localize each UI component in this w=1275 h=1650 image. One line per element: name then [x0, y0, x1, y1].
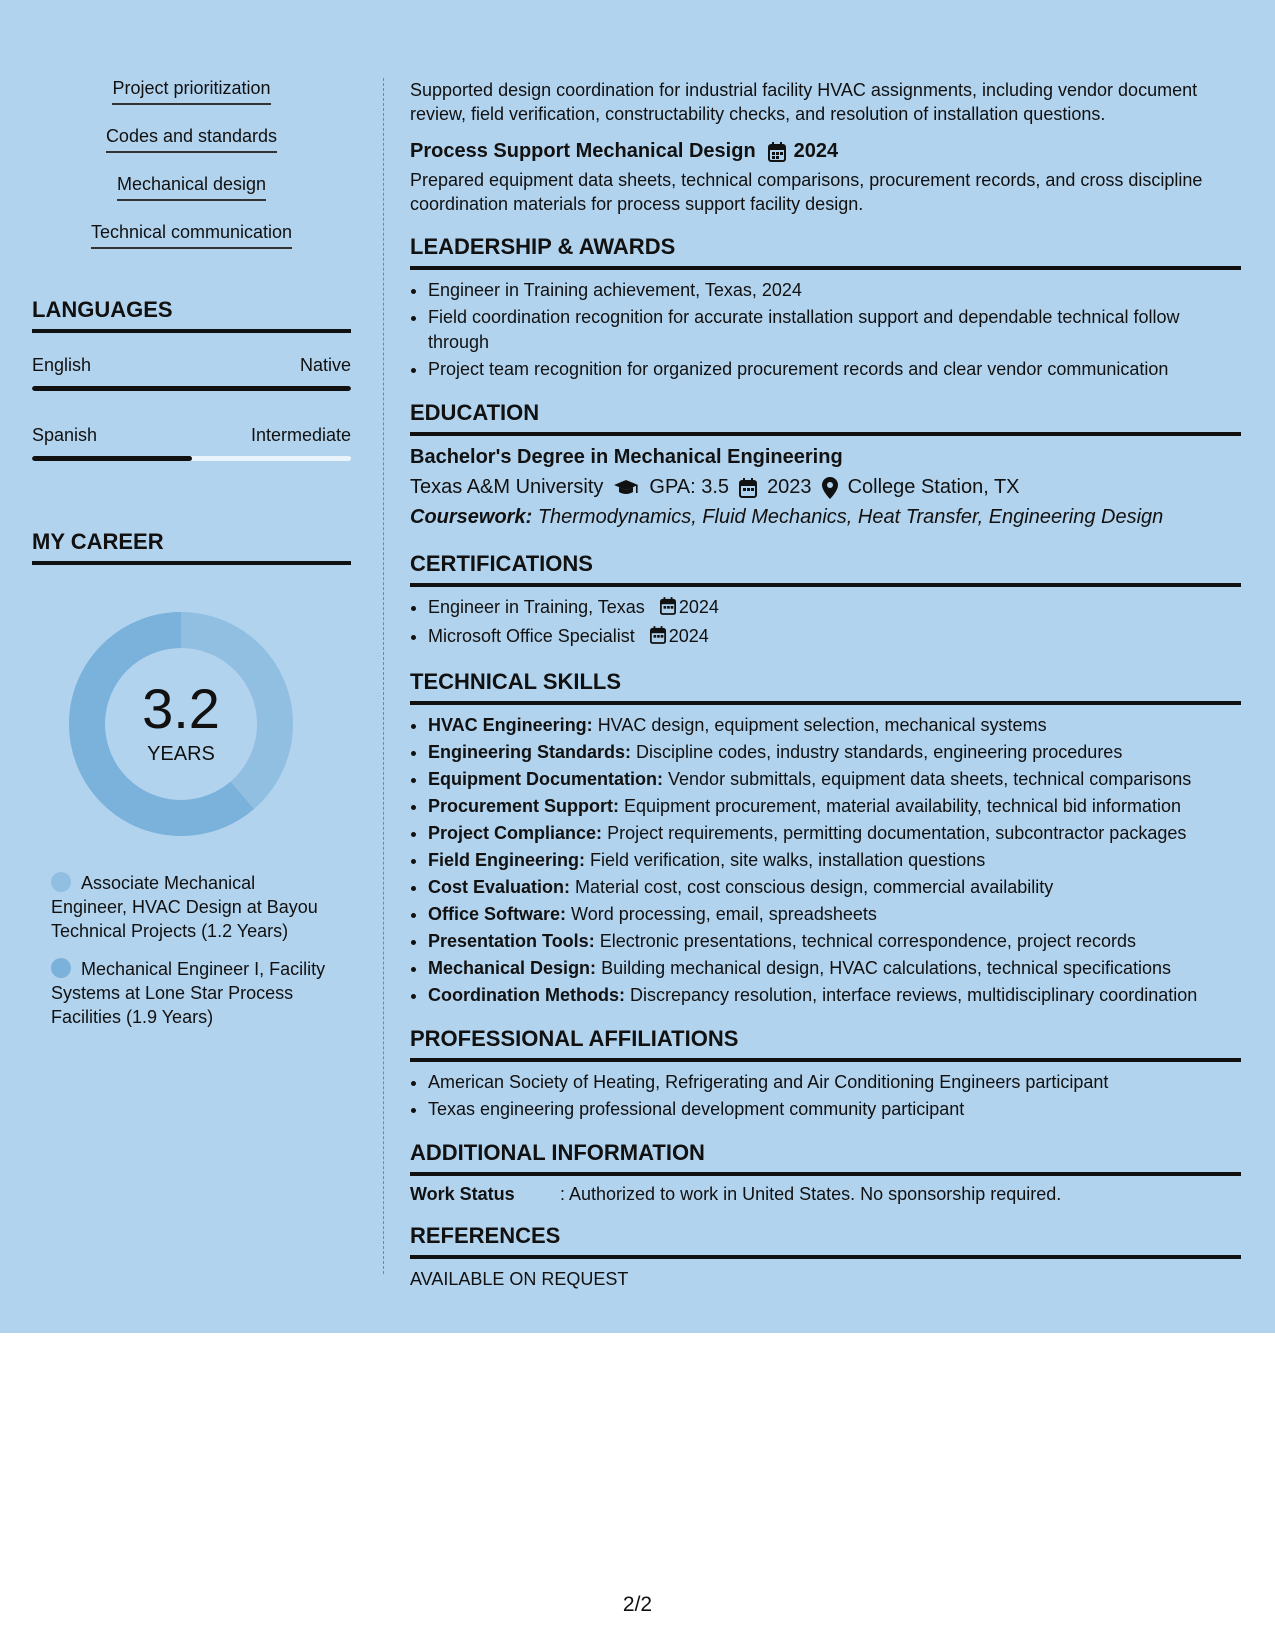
- language-level: Intermediate: [250, 425, 351, 445]
- map-pin-icon: [822, 477, 838, 499]
- page-number: 2/2: [622, 1593, 653, 1616]
- degree-title: Bachelor's Degree in Mechanical Engineering: [410, 446, 843, 468]
- skill-tag-label: Mechanical design: [117, 174, 266, 201]
- project-title: Process Support Mechanical Design: [410, 140, 756, 162]
- skill-details: Discrepancy resolution, interface reviews, multidisciplinary coordination: [630, 985, 1198, 1005]
- skill-tag: [32, 222, 351, 249]
- career-legend-item: [51, 871, 331, 943]
- skill-item: [428, 956, 1241, 981]
- right-column: [410, 78, 1241, 1290]
- calendar-icon: [768, 142, 786, 162]
- skill-details: Electronic presentations, technical correspondence, project records: [599, 931, 1136, 951]
- technical-skills-section: [410, 669, 1241, 1008]
- skill-tag: [32, 126, 351, 153]
- language-row: [32, 425, 351, 446]
- calendar-icon: [660, 597, 676, 622]
- career-legend-label: Mechanical Engineer I, Facility Systems at Lone Star Process Facilities (1.9 Years): [51, 959, 326, 1027]
- skill-tag: [32, 78, 351, 105]
- references-title: REFERENCES: [410, 1223, 1241, 1259]
- technical-skills-title: TECHNICAL SKILLS: [410, 669, 1241, 705]
- language-name: Spanish: [32, 425, 98, 445]
- skill-item: [428, 848, 1241, 873]
- career-legend: [32, 871, 351, 1029]
- calendar-icon: [739, 478, 757, 498]
- skill-category: Procurement Support:: [428, 796, 620, 816]
- project-year: 2024: [793, 140, 839, 162]
- certifications-list: [410, 595, 1241, 651]
- additional-info-title: ADDITIONAL INFORMATION: [410, 1140, 1241, 1176]
- language-name: English: [32, 355, 92, 375]
- list-item: • Project team recognition for organized procurement records and clear vendor communication: [428, 357, 1241, 382]
- legend-dot-icon: [51, 872, 71, 892]
- language-bar-fill: [32, 386, 351, 391]
- skill-details: Field verification, site walks, installation questions: [590, 850, 986, 870]
- skill-item: [428, 983, 1241, 1008]
- gpa: GPA: 3.5: [649, 476, 730, 498]
- skill-category: Presentation Tools:: [428, 931, 595, 951]
- coursework-list: Thermodynamics, Fluid Mechanics, Heat Transfer, Engineering Design: [537, 506, 1164, 528]
- project-heading: [410, 140, 1241, 163]
- leadership-title: LEADERSHIP & AWARDS: [410, 234, 1241, 270]
- languages-heading: LANGUAGES: [32, 297, 351, 333]
- career-donut-chart: [66, 609, 296, 839]
- work-status-row: [410, 1184, 1241, 1205]
- certification-name: Microsoft Office Specialist: [428, 626, 635, 646]
- skill-item: [428, 740, 1241, 765]
- list-item: • Field coordination recognition for accurate installation support and dependable technical follow through: [428, 305, 1241, 355]
- skill-details: Vendor submittals, equipment data sheets, technical comparisons: [668, 769, 1192, 789]
- certification-name: Engineer in Training, Texas: [428, 597, 645, 617]
- language-bar: [32, 386, 351, 391]
- skill-item: [428, 821, 1241, 846]
- graduation-cap-icon: [613, 479, 639, 497]
- skill-tag-label: Codes and standards: [106, 126, 277, 153]
- skill-item: [428, 929, 1241, 954]
- certifications-title: CERTIFICATIONS: [410, 551, 1241, 587]
- language-level: Native: [299, 355, 351, 375]
- career-legend-label: Associate Mechanical Engineer, HVAC Design at Bayou Technical Projects (1.2 Years): [51, 873, 318, 941]
- skill-details: Material cost, cost conscious design, commercial availability: [575, 877, 1054, 897]
- skill-category: Project Compliance:: [428, 823, 603, 843]
- work-status-label: Work Status: [410, 1184, 515, 1204]
- skill-item: [428, 794, 1241, 819]
- skill-category: Mechanical Design:: [428, 958, 597, 978]
- skill-item: [428, 713, 1241, 738]
- certifications-section: [410, 551, 1241, 651]
- skill-category: Office Software:: [428, 904, 567, 924]
- skill-category: Coordination Methods:: [428, 985, 625, 1005]
- certification-year: 2024: [668, 626, 709, 646]
- legend-dot-icon: [51, 958, 71, 978]
- education-details: [410, 476, 1241, 499]
- list-item: • Engineer in Training achievement, Texas, 2024: [428, 278, 1241, 303]
- skill-tag: [32, 174, 351, 201]
- skill-category: Cost Evaluation:: [428, 877, 571, 897]
- skill-tag-label: Technical communication: [91, 222, 292, 249]
- certification-year: 2024: [678, 597, 719, 617]
- affiliations-list: [410, 1070, 1241, 1122]
- coursework: [410, 506, 1241, 529]
- education-title: EDUCATION: [410, 400, 1241, 436]
- skill-details: HVAC design, equipment selection, mechanical systems: [597, 715, 1047, 735]
- skill-details: Project requirements, permitting documentation, subcontractor packages: [607, 823, 1187, 843]
- language-bar-fill: [32, 456, 192, 461]
- skill-category: HVAC Engineering:: [428, 715, 593, 735]
- skill-item: [428, 767, 1241, 792]
- languages-section: [32, 297, 351, 461]
- skill-details: Discipline codes, industry standards, engineering procedures: [636, 742, 1123, 762]
- skill-item: [428, 875, 1241, 900]
- list-item: • Texas engineering professional development community participant: [428, 1097, 1241, 1122]
- skill-category: Field Engineering:: [428, 850, 586, 870]
- project-description: Prepared equipment data sheets, technical comparisons, procurement records, and cross discipline coordination materials for process support facility design.: [410, 170, 1203, 214]
- career-heading: MY CAREER: [32, 529, 351, 565]
- leadership-section: [410, 234, 1241, 382]
- skill-details: Word processing, email, spreadsheets: [571, 904, 877, 924]
- school-location: College Station, TX: [847, 476, 1020, 498]
- education-section: [410, 400, 1241, 529]
- affiliations-title: PROFESSIONAL AFFILIATIONS: [410, 1026, 1241, 1062]
- career-legend-item: [51, 957, 331, 1029]
- additional-info-section: [410, 1140, 1241, 1205]
- skill-tag-label: Project prioritization: [112, 78, 270, 105]
- career-total-unit: YEARS: [147, 743, 215, 765]
- skill-details: Equipment procurement, material availability, technical bid information: [624, 796, 1181, 816]
- language-bar: [32, 456, 351, 461]
- school-name: Texas A&M University: [410, 476, 604, 498]
- list-item: [428, 624, 1241, 651]
- graduation-year: 2023: [767, 476, 812, 498]
- references-text: AVAILABLE ON REQUEST: [410, 1269, 629, 1289]
- career-section: [32, 529, 351, 1029]
- donut-center: [66, 609, 296, 839]
- work-status-value: : Authorized to work in United States. No sponsorship required.: [560, 1184, 1062, 1204]
- references-section: [410, 1223, 1241, 1290]
- skill-item: [428, 902, 1241, 927]
- column-divider: [383, 78, 384, 1274]
- list-item: [428, 595, 1241, 622]
- language-row: [32, 355, 351, 376]
- leadership-list: [410, 278, 1241, 382]
- list-item: • American Society of Heating, Refrigerating and Air Conditioning Engineers participant: [428, 1070, 1241, 1095]
- skill-category: Equipment Documentation:: [428, 769, 663, 789]
- technical-skills-list: [410, 713, 1241, 1008]
- experience-description: Supported design coordination for industrial facility HVAC assignments, including vendor document review, field verification, constructability checks, and resolution of installation questions.: [410, 80, 1198, 124]
- calendar-icon: [650, 626, 666, 651]
- skill-details: Building mechanical design, HVAC calculations, technical specifications: [601, 958, 1172, 978]
- skill-category: Engineering Standards:: [428, 742, 632, 762]
- affiliations-section: [410, 1026, 1241, 1122]
- career-total-value: 3.2: [142, 677, 220, 740]
- coursework-label: Coursework:: [410, 506, 533, 528]
- left-column: [32, 78, 351, 1043]
